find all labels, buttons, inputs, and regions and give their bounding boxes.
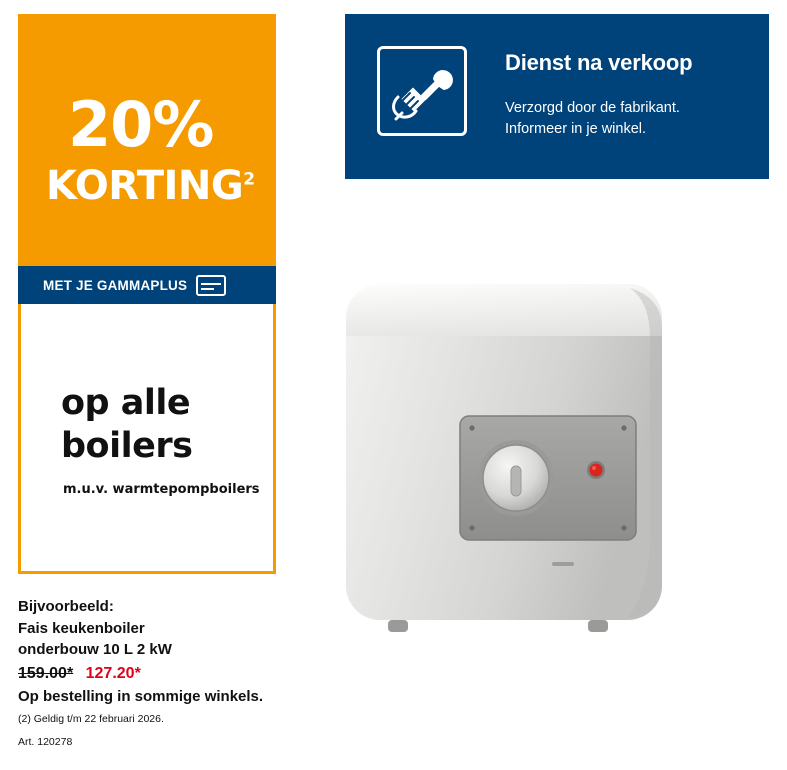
article-number: Art. 120278 (18, 735, 73, 748)
service-banner (345, 14, 769, 179)
promo-block (18, 14, 276, 574)
discount-word (46, 163, 255, 209)
product-image (330, 270, 710, 650)
new-price: 127.20* (85, 664, 141, 682)
product-name-line2: onderbouw 10 L 2 kW (18, 641, 172, 658)
service-text: Verzorgd door de fabrikant. Informeer in je winkel. (505, 100, 680, 137)
service-title: Dienst na verkoop (505, 50, 693, 75)
promo-headline-line2: boilers (61, 426, 193, 466)
price-row (18, 663, 438, 685)
product-name-line1: Fais keukenboiler (18, 619, 145, 637)
discount-footnote-marker: 2 (243, 169, 255, 190)
discount-percent: 20% (68, 88, 214, 161)
availability-note: Op bestelling in sommige winkels. (18, 687, 264, 705)
old-price: 159.00* (18, 664, 74, 682)
discount-panel (18, 14, 276, 266)
discount-word-text: KORTING (46, 163, 244, 209)
legal-note: (2) Geldig t/m 22 februari 2026. (18, 712, 164, 725)
loyalty-bar-label: MET JE GAMMAPLUS (43, 277, 188, 293)
loyalty-bar (18, 266, 276, 304)
product-details (18, 596, 438, 748)
promo-subline: m.u.v. warmtepompboilers (63, 482, 260, 497)
promo-headline-panel (18, 304, 276, 574)
promo-headline-line1: op alle (61, 383, 191, 423)
example-label: Bijvoorbeeld: (18, 598, 114, 615)
loyalty-card-icon (196, 275, 226, 296)
hand-wrench-icon (377, 46, 467, 136)
promo-headline (61, 382, 192, 468)
